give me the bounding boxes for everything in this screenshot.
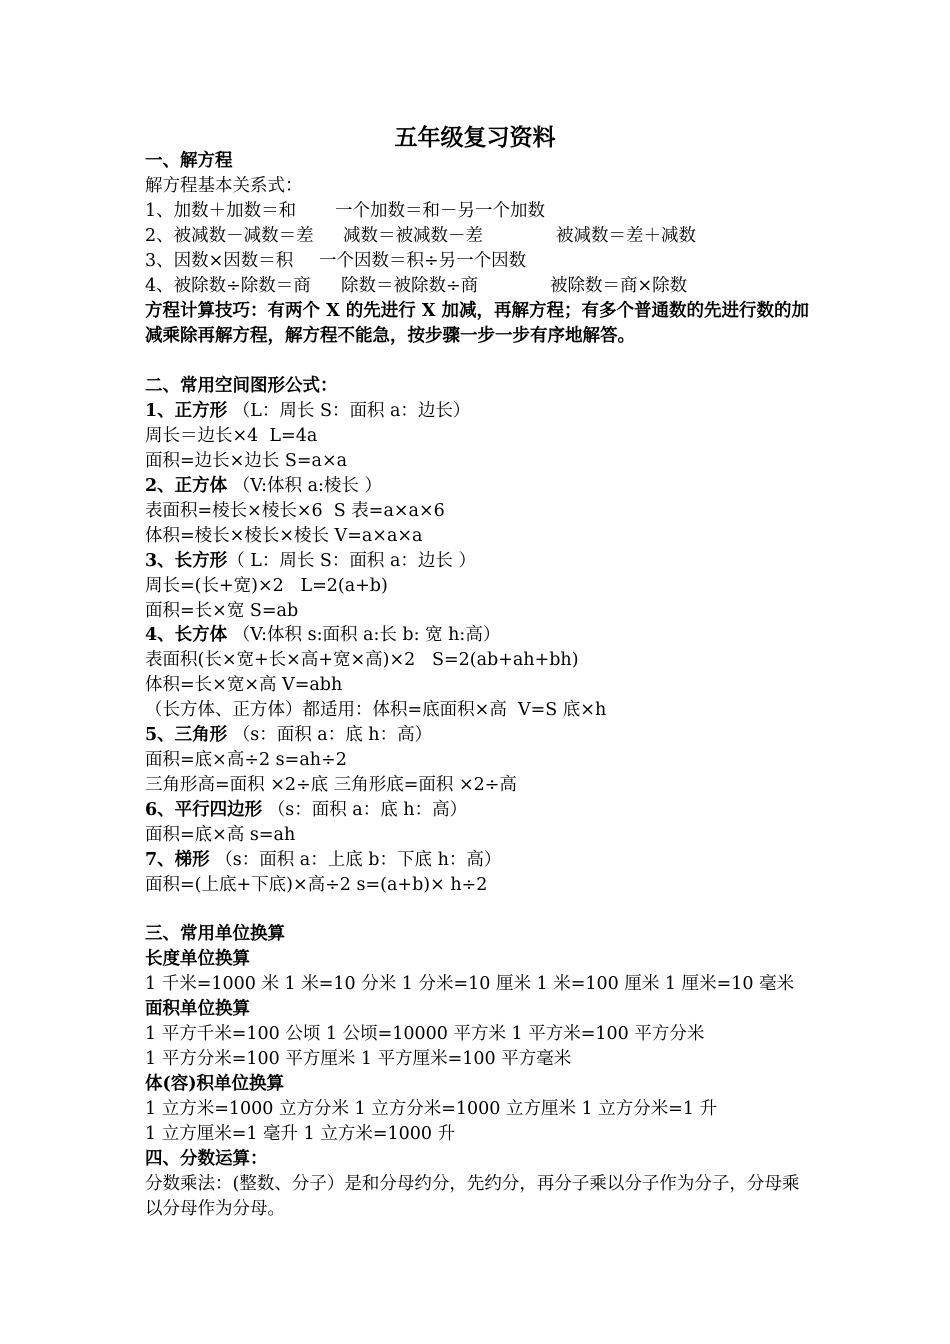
relation-formula: 除数＝被除数÷商 (341, 276, 479, 296)
shape-legend: （L：周长 S：面积 a：边长） (232, 401, 471, 421)
relation-formula: 被除数＝商×除数 (550, 276, 688, 296)
shape-legend: （ L：周长 S：面积 a：边长 ） (227, 551, 476, 571)
shape-name: 7、梯形 (145, 850, 210, 870)
equations-intro: 解方程基本关系式： (145, 176, 303, 196)
shape-heading (145, 798, 467, 823)
shape-heading (145, 549, 476, 574)
relation-formula: 3、因数×因数＝积 (145, 251, 294, 271)
shape-legend: （s：面积 a：底 h：高） (232, 725, 433, 745)
relation-row (145, 224, 813, 249)
shape-name: 1、正方形 (145, 401, 228, 421)
relation-formula: 1、加数＋加数＝和 (145, 201, 297, 221)
shape-heading (145, 399, 470, 424)
unit-group-heading: 面积单位换算 (145, 999, 250, 1019)
fraction-rule: 分数乘法：(整数、分子）是和分母约分，先约分，再分子乘以分子作为分子，分母乘以分母作为分母。 (145, 1174, 800, 1219)
relation-formula: 2、被减数－减数＝差 (145, 226, 314, 246)
formula-line: 面积=底×高 s=ah (145, 825, 296, 845)
formula-line: （长方体、正方体）都适用：体积=底面积×高 V=S 底×h (145, 700, 607, 720)
unit-group-heading: 长度单位换算 (145, 949, 250, 969)
relation-formula: 减数＝被减数－差 (343, 226, 483, 246)
section-heading-formulas: 二、常用空间图形公式： (145, 376, 338, 396)
shape-name: 4、长方体 (145, 625, 228, 645)
section-heading-equations: 一、解方程 (145, 151, 233, 171)
relation-row (145, 249, 813, 274)
shape-heading (145, 723, 432, 748)
formula-line: 面积=(上底+下底)×高÷2 s=(a+b)× h÷2 (145, 875, 488, 895)
relation-formula: 4、被除数÷除数＝商 (145, 276, 311, 296)
shape-name: 5、三角形 (145, 725, 228, 745)
shape-legend: （V:体积 a:棱长 ） (232, 476, 382, 496)
formula-line: 周长＝边长×4 L=4a (145, 426, 318, 446)
unit-line: 1 立方厘米=1 毫升 1 立方米=1000 升 (145, 1124, 456, 1144)
unit-line: 1 千米=1000 米 1 米=10 分米 1 分米=10 厘米 1 米=100 厘米 1 厘米=10 毫米 (145, 974, 795, 994)
unit-line: 1 平方千米=100 公顷 1 公顷=10000 平方米 1 平方米=100 平方分米 (145, 1024, 705, 1044)
formula-line: 体积=长×宽×高 V=abh (145, 675, 343, 695)
shape-name: 6、平行四边形 (145, 800, 263, 820)
shape-name: 2、正方体 (145, 476, 228, 496)
shape-heading (145, 623, 500, 648)
formula-line: 面积=边长×边长 S=a×a (145, 451, 348, 471)
unit-group-heading: 体(容)积单位换算 (145, 1074, 285, 1094)
formula-line: 面积=底×高÷2 s=ah÷2 (145, 750, 347, 770)
relation-formula: 一个因数＝积÷另一个因数 (319, 251, 527, 271)
shape-legend: （s：面积 a：上底 b：下底 h：高） (215, 850, 502, 870)
formula-line: 表面积(长×宽+长×高+宽×高)×2 S=2(ab+ah+bh) (145, 650, 579, 670)
shape-heading (145, 848, 501, 873)
formula-line: 面积=长×宽 S=ab (145, 601, 299, 621)
shape-legend: （s：面积 a：底 h：高） (267, 800, 468, 820)
unit-line: 1 平方分米=100 平方厘米 1 平方厘米=100 平方毫米 (145, 1049, 572, 1069)
unit-line: 1 立方米=1000 立方分米 1 立方分米=1000 立方厘米 1 立方分米=1 升 (145, 1099, 718, 1119)
formula-line: 周长=(长+宽)×2 L=2(a+b) (145, 576, 388, 596)
shape-heading (145, 474, 382, 499)
section-heading-units: 三、常用单位换算 (145, 924, 285, 944)
page-title: 五年级复习资料 (394, 124, 556, 151)
relation-row (145, 199, 813, 224)
formula-line: 体积=棱长×棱长×棱长 V=a×a×a (145, 526, 423, 546)
section-heading-fractions: 四、分数运算： (145, 1149, 268, 1169)
equation-tip: 方程计算技巧：有两个 X 的先进行 X 加减，再解方程；有多个普通数的先进行数的加减乘除再解方程，解方程不能急，按步骤一步一步有序地解答。 (145, 301, 810, 346)
formula-line: 三角形高=面积 ×2÷底 三角形底=面积 ×2÷高 (145, 775, 517, 795)
shape-legend: （V:体积 s:面积 a:长 b: 宽 h:高） (232, 625, 501, 645)
shape-name: 3、长方形 (145, 551, 228, 571)
relation-formula: 一个加数＝和－另一个加数 (335, 201, 545, 221)
formula-line: 表面积=棱长×棱长×6 S 表=a×a×6 (145, 501, 445, 521)
relation-formula: 被减数＝差＋减数 (556, 226, 696, 246)
relation-row (145, 274, 813, 299)
